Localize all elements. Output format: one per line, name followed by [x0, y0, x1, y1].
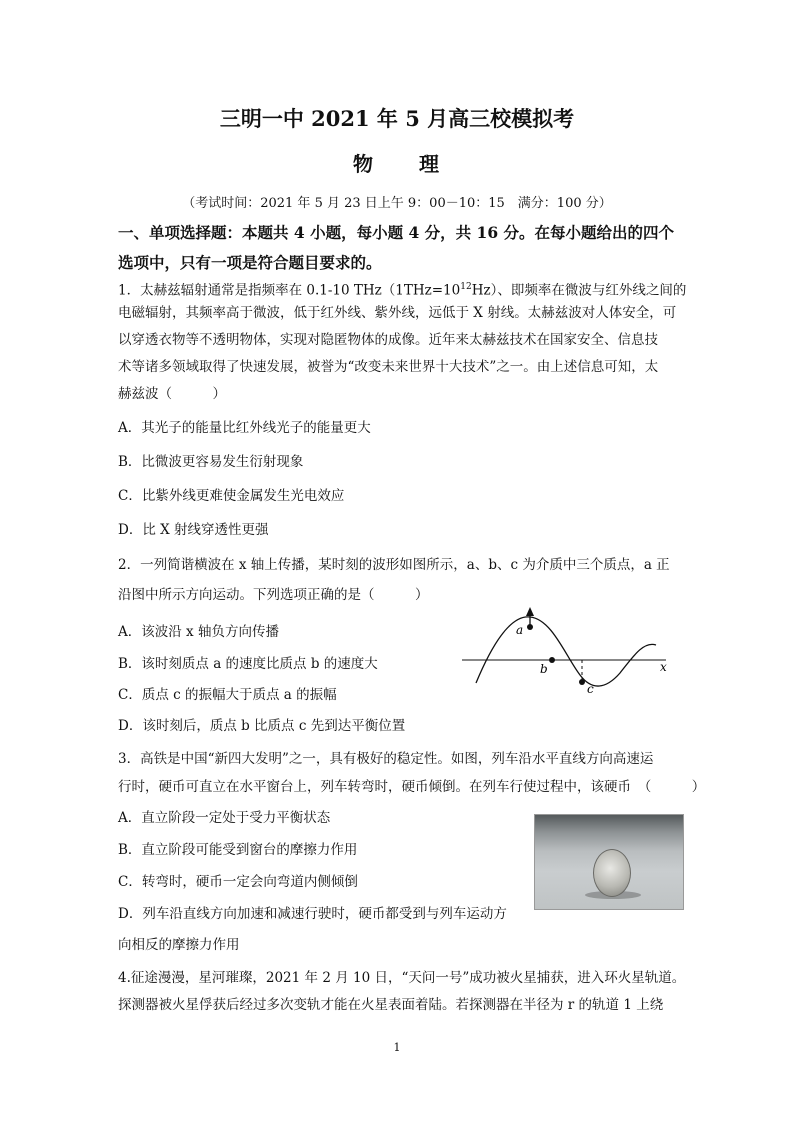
coin-photo	[534, 814, 684, 910]
q2-line1: 2．一列简谐横波在 x 轴上传播，某时刻的波形如图所示，a、b、c 为介质中三个质点，a 正	[118, 557, 670, 573]
q3-option-d[interactable]: D．列车沿直线方向加速和减速行驶时，硬币都受到与列车运动方	[118, 906, 507, 922]
page-number: 1	[393, 1041, 401, 1054]
page-title: 三明一中 2021 年 5 月高三校模拟考	[219, 106, 575, 131]
q3-option-d-continued: 向相反的摩擦力作用	[118, 937, 240, 953]
q1-option-a[interactable]: A．其光子的能量比红外线光子的能量更大	[118, 420, 371, 436]
point-b	[549, 657, 555, 663]
q4-line2: 探测器被火星俘获后经过多次变轨才能在火星表面着陆。若探测器在半径为 r 的轨道 1 上绕	[118, 997, 664, 1013]
q1-line4: 术等诸多领域取得了快速发展，被誉为“改变未来世界十大技术”之一。由上述信息可知，太	[118, 359, 659, 375]
point-a	[527, 624, 533, 630]
wave-curve	[476, 617, 656, 686]
q2-option-d[interactable]: D．该时刻后，质点 b 比质点 c 先到达平衡位置	[118, 718, 406, 734]
q1-line5: 赫兹波（ ）	[118, 386, 226, 402]
q1-line3: 以穿透衣物等不透明物体，实现对隐匿物体的成像。近年来太赫兹技术在国家安全、信息技	[118, 332, 658, 348]
section-heading-line2: 选项中，只有一项是符合题目要求的。	[118, 253, 382, 272]
q2-option-c[interactable]: C．质点 c 的振幅大于质点 a 的振幅	[118, 687, 337, 703]
q1-option-c[interactable]: C．比紫外线更难使金属发生光电效应	[118, 488, 345, 504]
label-c: c	[587, 682, 594, 696]
q1-option-b[interactable]: B．比微波更容易发生衍射现象	[118, 454, 304, 470]
q1-line1-pre: 1．太赫兹辐射通常是指频率在 0.1-10 THz（1THz=10	[118, 282, 461, 299]
label-x: x	[660, 660, 667, 674]
q1-option-d[interactable]: D．比 X 射线穿透性更强	[118, 522, 269, 538]
section-heading-line1: 一、单项选择题：本题共 4 小题，每小题 4 分，共 16 分。在每小题给出的四个	[118, 223, 675, 242]
q4-line1: 4.征途漫漫，星河璀璨，2021 年 2 月 10 日，“天问一号”成功被火星捕获，进入环火星轨道。	[118, 970, 686, 986]
exam-info: （考试时间：2021 年 5 月 23 日上午 9：00－10：15 满分：100 分）	[182, 196, 612, 211]
coin-icon	[593, 849, 631, 897]
q2-option-b[interactable]: B．该时刻质点 a 的速度比质点 b 的速度大	[118, 656, 378, 672]
wave-figure	[456, 605, 682, 700]
subject-char-2: 理	[419, 152, 441, 176]
subject-char-1: 物	[353, 152, 375, 176]
subject-heading	[0, 148, 794, 177]
q1-line1-post: Hz）、即频率在微波与红外线之间的	[471, 282, 687, 299]
q2-option-a[interactable]: A．该波沿 x 轴负方向传播	[118, 624, 279, 640]
q3-option-a[interactable]: A．直立阶段一定处于受力平衡状态	[118, 810, 331, 826]
label-a: a	[516, 623, 524, 637]
q1-line2: 电磁辐射，其频率高于微波，低于红外线、紫外线，远低于 X 射线。太赫兹波对人体安全，可	[118, 305, 677, 321]
q3-line2: 行时，硬币可直立在水平窗台上，列车转弯时，硬币倾倒。在列车行使过程中，该硬币 （ ）	[118, 779, 706, 795]
point-c	[579, 679, 585, 685]
q3-option-b[interactable]: B．直立阶段可能受到窗台的摩擦力作用	[118, 842, 358, 858]
arrow-head-icon	[526, 607, 534, 616]
q2-line2: 沿图中所示方向运动。下列选项正确的是（ ）	[118, 587, 429, 603]
q1-line1-sup: 12	[460, 282, 472, 292]
q3-option-c[interactable]: C．转弯时，硬币一定会向弯道内侧倾倒	[118, 874, 358, 890]
label-b: b	[540, 662, 548, 676]
q3-line1: 3．高铁是中国“新四大发明”之一，具有极好的稳定性。如图，列车沿水平直线方向高速运	[118, 751, 654, 767]
